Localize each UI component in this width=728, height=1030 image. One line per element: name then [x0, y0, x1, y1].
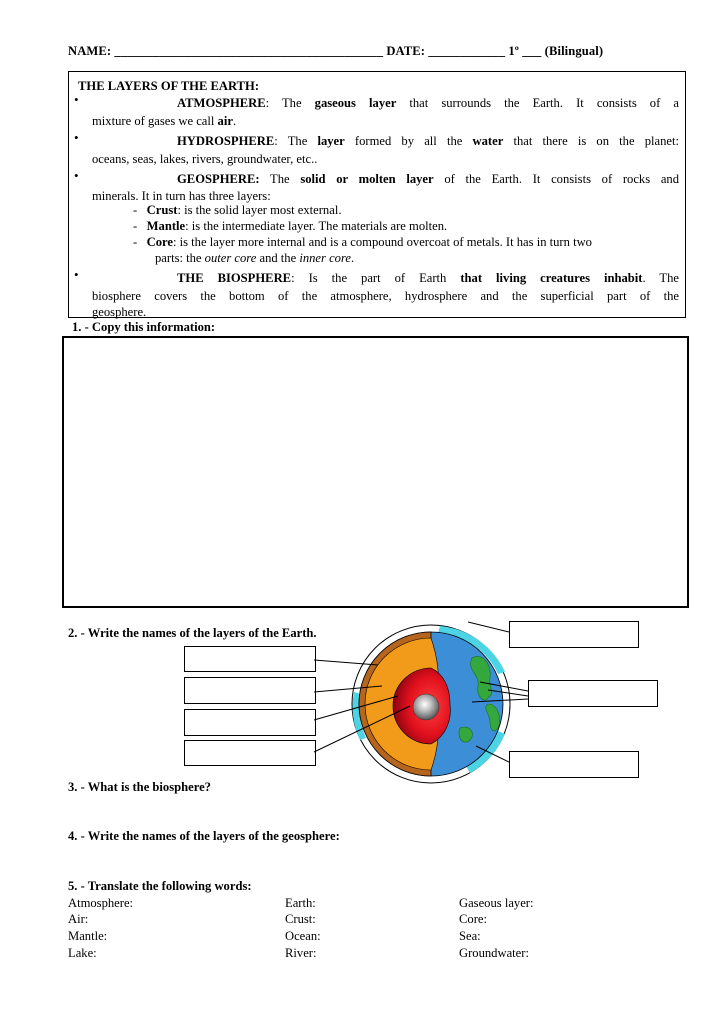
text-span: and the — [256, 251, 300, 265]
inner-core-sphere — [413, 694, 439, 720]
text-span: The — [259, 172, 301, 186]
geosphere-line-2: minerals. It in turn has three layers: — [92, 189, 271, 203]
text-span: mixture of gases we call — [92, 114, 218, 128]
text-span: . — [232, 114, 237, 128]
biosphere-line-1 — [177, 271, 679, 286]
italic-span: inner core — [299, 251, 351, 265]
text-span: that there is on the planet: — [503, 134, 679, 148]
text-span: of the Earth. It consists of rocks and — [433, 172, 680, 186]
bold-span: air — [217, 114, 233, 128]
name-date-header: NAME: __________________________________________ DATE: ____________ 1º ___ (Bilingual) — [68, 44, 604, 58]
text-span: . — [351, 251, 355, 265]
vocab-word: River: — [285, 946, 317, 960]
text-span: : Is the part of Earth — [291, 271, 461, 285]
land-mass-3 — [459, 727, 472, 742]
vocab-word: Air: — [68, 912, 89, 926]
label-box-2[interactable] — [184, 677, 316, 704]
atmosphere-term: ATMOSPHERE — [177, 96, 266, 110]
text-span: parts: the — [155, 251, 205, 265]
question-1: 1. - Copy this information: — [72, 320, 216, 334]
copy-answer-box[interactable] — [62, 336, 689, 608]
crust-term: Crust — [146, 203, 178, 217]
label-box-4[interactable] — [184, 740, 316, 766]
vocab-word: Crust: — [285, 912, 316, 926]
vocab-word: Core: — [459, 912, 487, 926]
vocab-word: Ocean: — [285, 929, 321, 943]
text-span: : The — [265, 96, 315, 110]
earth-layers-diagram — [300, 600, 540, 790]
text-span: . The — [642, 271, 680, 285]
geosphere-term: GEOSPHERE: — [177, 172, 260, 186]
crust-item: - Crust: is the solid layer most external. — [133, 203, 342, 217]
question-3: 3. - What is the biosphere? — [68, 780, 211, 794]
hydrosphere-term: HYDROSPHERE — [177, 134, 275, 148]
text-span: : is the layer more internal and is a compound overcoat of metals. It has in turn two — [172, 235, 592, 249]
core-item: - Core: is the layer more internal and is a compound overcoat of metals. It has in turn two — [133, 235, 592, 249]
core-term: Core — [146, 235, 173, 249]
hydrosphere-line-2: oceans, seas, lakes, rivers, groundwater, etc.. — [92, 152, 318, 166]
core-line-2 — [155, 251, 354, 266]
text-span: : The — [274, 134, 318, 148]
text-span: : is the intermediate layer. The materials are molten. — [185, 219, 448, 233]
vocab-word: Atmosphere: — [68, 896, 134, 910]
biosphere-line-2: biosphere covers the bottom of the atmosphere, hydrosphere and the superficial part of the — [92, 289, 679, 303]
bold-span: gaseous layer — [314, 96, 397, 110]
mantle-item: - Mantle: is the intermediate layer. The materials are molten. — [133, 219, 448, 233]
leader-line — [468, 622, 509, 632]
layers-info-box — [68, 71, 686, 318]
hydrosphere-line-1 — [177, 134, 679, 149]
question-5: 5. - Translate the following words: — [68, 879, 252, 893]
bullet-icon: • — [74, 267, 79, 282]
italic-span: outer core — [204, 251, 257, 265]
text-span: : is the solid layer most external. — [177, 203, 342, 217]
label-box-6[interactable] — [528, 680, 658, 707]
question-2: 2. - Write the names of the layers of the Earth. — [68, 626, 317, 640]
vocab-word: Mantle: — [68, 929, 108, 943]
question-4: 4. - Write the names of the layers of the geosphere: — [68, 829, 340, 843]
atmosphere-line-2 — [92, 114, 236, 129]
bold-span: that living creatures inhabit — [460, 271, 643, 285]
label-box-1[interactable] — [184, 646, 316, 672]
atmosphere-line-1 — [177, 96, 679, 111]
vocab-word: Sea: — [459, 929, 481, 943]
bullet-icon: • — [74, 130, 79, 145]
bold-span: water — [472, 134, 504, 148]
biosphere-term: THE BIOSPHERE — [177, 271, 292, 285]
text-span: formed by all the — [344, 134, 473, 148]
vocab-word: Groundwater: — [459, 946, 529, 960]
text-span: that surrounds the Earth. It consists of a — [396, 96, 679, 110]
bullet-icon: • — [74, 168, 79, 183]
vocab-word: Earth: — [285, 896, 316, 910]
label-box-3[interactable] — [184, 709, 316, 736]
vocab-word: Gaseous layer: — [459, 896, 534, 910]
vocab-word: Lake: — [68, 946, 97, 960]
mantle-term: Mantle — [146, 219, 186, 233]
info-title: THE LAYERS OF THE EARTH: — [78, 79, 260, 93]
biosphere-line-3: geosphere. — [92, 305, 147, 319]
geosphere-line-1 — [177, 172, 679, 187]
bold-span: solid or molten layer — [300, 172, 434, 186]
bold-span: layer — [317, 134, 345, 148]
bullet-icon: • — [74, 92, 79, 107]
